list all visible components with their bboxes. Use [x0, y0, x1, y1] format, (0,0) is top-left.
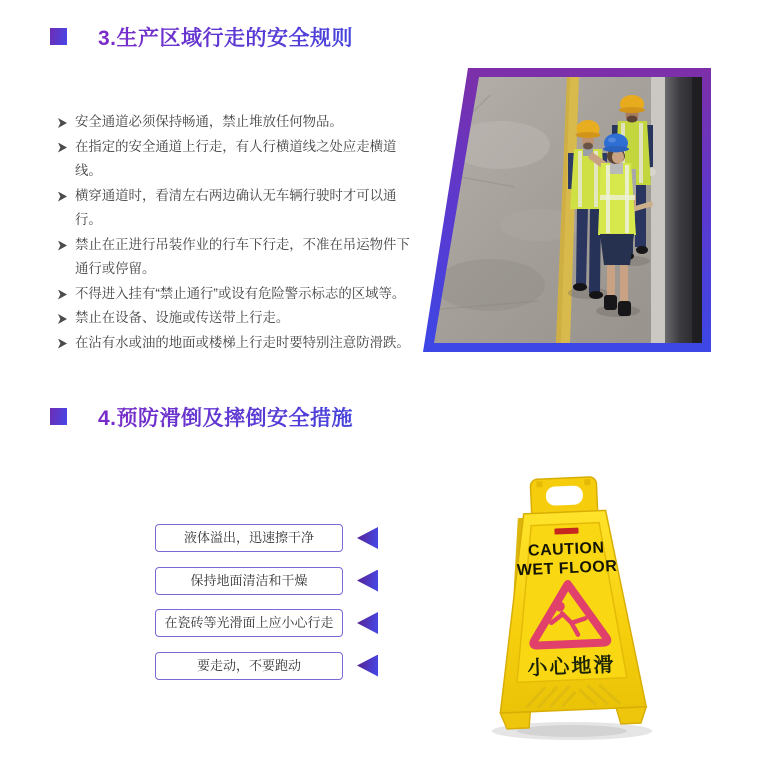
- arrow-bullet-icon: [58, 339, 67, 349]
- sign-caution-line1: CAUTION: [527, 539, 605, 560]
- rule-item: [58, 184, 414, 233]
- measure-list: [155, 524, 378, 694]
- measure-box: 在瓷砖等光滑面上应小心行走: [155, 609, 343, 637]
- section4-bullet-square: [50, 408, 67, 425]
- rule-item: [58, 282, 414, 307]
- arrow-bullet-icon: [58, 241, 67, 251]
- arrow-bullet-icon: [58, 192, 67, 202]
- arrow-bullet-icon: [58, 314, 67, 324]
- sign-caution-line2: WET FLOOR: [516, 557, 618, 580]
- rule-text: 禁止在设备、设施或传送带上行走。: [75, 310, 290, 325]
- measure-box: 液体溢出，迅速擦干净: [155, 524, 343, 552]
- arrow-bullet-icon: [58, 118, 67, 128]
- rule-text: 禁止在正进行吊装作业的行车下行走，不准在吊运物件下通行或停留。: [75, 236, 410, 276]
- wet-floor-sign: [472, 472, 668, 747]
- measure-row: [155, 567, 378, 595]
- left-triangle-icon: [357, 655, 378, 677]
- rule-text: 不得进入挂有“禁止通行”或设有危险警示标志的区域等。: [75, 285, 406, 301]
- left-triangle-icon: [357, 527, 378, 549]
- rule-item: [58, 331, 414, 356]
- section3-rule-list: [58, 110, 414, 355]
- rule-text: 在指定的安全通道上行走，有人行横道线之处应走横道线。: [75, 138, 397, 178]
- rule-text: 安全通道必须保持畅通，禁止堆放任何物品。: [75, 114, 343, 129]
- measure-row: [155, 524, 378, 552]
- rule-item: [58, 135, 414, 184]
- left-triangle-icon: [357, 612, 378, 634]
- rule-item: [58, 110, 414, 135]
- wet-floor-sign-graphic: [472, 472, 668, 747]
- workers-photo-graphic: [420, 55, 715, 355]
- left-triangle-icon: [357, 570, 378, 592]
- measure-box: 要走动，不要跑动: [155, 652, 343, 680]
- workers-walking-photo: [420, 55, 715, 355]
- rule-text: 在沾有水或油的地面或楼梯上行走时要特别注意防滑跌。: [75, 334, 410, 350]
- section3-title: 3.生产区域行走的安全规则: [98, 22, 353, 52]
- section3-bullet-square: [50, 28, 67, 45]
- measure-row: [155, 652, 378, 680]
- arrow-bullet-icon: [58, 143, 67, 153]
- sign-chinese-label: 小心地滑: [526, 654, 616, 680]
- rule-item: [58, 233, 414, 282]
- rule-text: 横穿通道时，看清左右两边确认无车辆行驶时才可以通行。: [75, 187, 397, 227]
- section4-title: 4.预防滑倒及摔倒安全措施: [98, 402, 353, 432]
- measure-box: 保持地面清洁和干燥: [155, 567, 343, 595]
- rule-item: [58, 306, 414, 331]
- measure-row: [155, 609, 378, 637]
- arrow-bullet-icon: [58, 290, 67, 300]
